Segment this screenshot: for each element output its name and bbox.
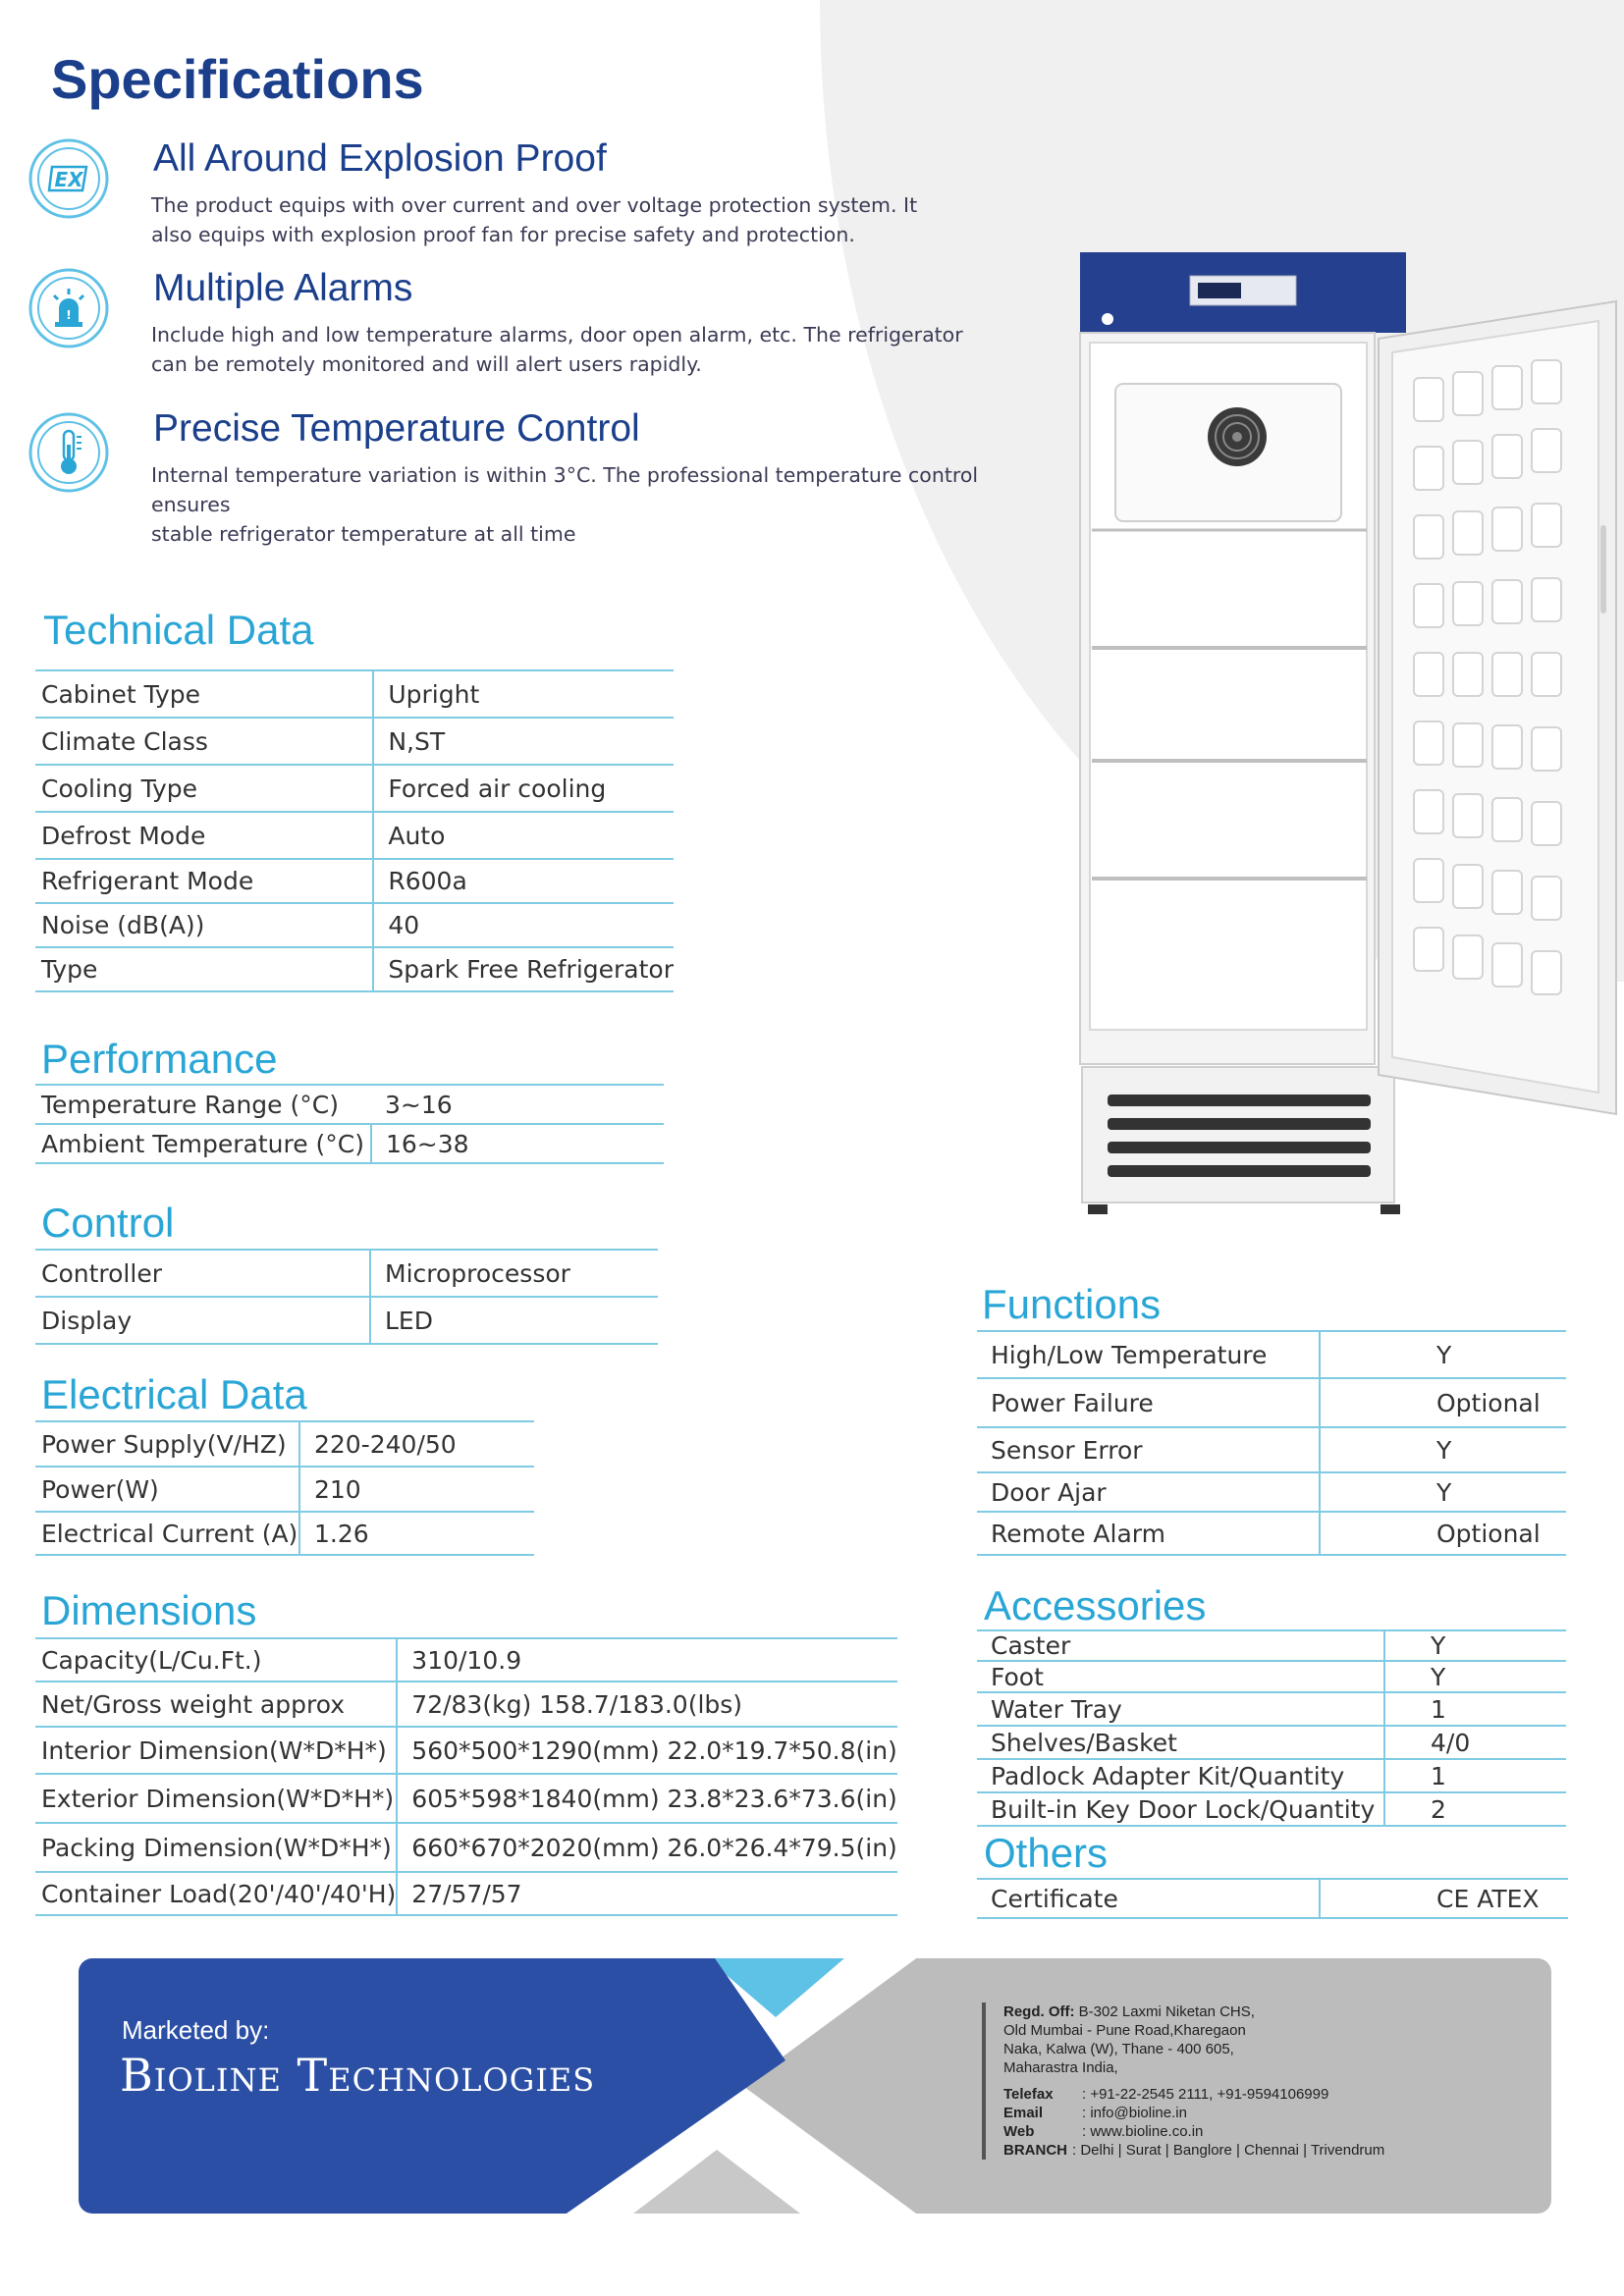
table-row: Power Failure Optional bbox=[977, 1378, 1566, 1427]
feature-heading: Precise Temperature Control bbox=[153, 407, 640, 450]
table-row: Electrical Current (A) 1.26 bbox=[35, 1512, 534, 1555]
technical-data-table bbox=[35, 669, 674, 992]
thermometer-icon bbox=[27, 411, 110, 494]
table-row: Certificate CE ATEX bbox=[977, 1879, 1568, 1918]
feature-alarms bbox=[27, 267, 1029, 376]
control-title: Control bbox=[41, 1200, 175, 1246]
table-row: Temperature Range (°C) 3~16 bbox=[35, 1085, 664, 1124]
contact-address: Regd. Off: B-302 Laxmi Niketan CHS, Old Mumbai - Pune Road,Kharegaon Naka, Kalwa (W), Thane - 400 605, Maharastra India, Telefax : +91-22-2545 2111, +91-9594106999 Email : info@bioline.in Web : www.bioline.co.in BRANCH : Delhi | Surat | Banglore | Chennai | Trivendrum bbox=[982, 2002, 1514, 2160]
functions-title: Functions bbox=[982, 1281, 1162, 1327]
table-row: Built-in Key Door Lock/Quantity 2 bbox=[977, 1792, 1566, 1826]
feature-description: Internal temperature variation is within 3°C. The professional temperature control ensures stable refrigerator temperature at all time bbox=[151, 463, 979, 546]
table-row: Shelves/Basket 4/0 bbox=[977, 1726, 1566, 1759]
performance-title: Performance bbox=[41, 1036, 278, 1082]
feature-description: The product equips with over current and over voltage protection system. It also equips with explosion proof fan for precise safety and protection. bbox=[151, 193, 918, 246]
control-table bbox=[35, 1249, 658, 1345]
table-row: High/Low Temperature Y bbox=[977, 1331, 1566, 1378]
accessories-table bbox=[977, 1629, 1566, 1827]
electrical-data-table bbox=[35, 1420, 534, 1556]
table-row: Type Spark Free Refrigerator bbox=[35, 947, 674, 991]
table-row: Exterior Dimension(W*D*H*) 605*598*1840(mm) 23.8*23.6*73.6(in) bbox=[35, 1774, 897, 1823]
marketed-by-label: Marketed by: bbox=[122, 2015, 270, 2045]
svg-text:!: ! bbox=[66, 308, 72, 322]
table-row: Interior Dimension(W*D*H*) 560*500*1290(mm) 22.0*19.7*50.8(in) bbox=[35, 1727, 897, 1774]
table-row: Caster Y bbox=[977, 1630, 1566, 1661]
table-row: Defrost Mode Auto bbox=[35, 812, 674, 859]
table-row: Power Supply(V/HZ) 220-240/50 bbox=[35, 1421, 534, 1467]
table-row: Ambient Temperature (°C) 16~38 bbox=[35, 1124, 664, 1163]
telefax-value: : +91-22-2545 2111, +91-9594106999 bbox=[1082, 2086, 1329, 2103]
table-row: Sensor Error Y bbox=[977, 1427, 1566, 1472]
refrigerator-illustration bbox=[1068, 250, 1620, 1222]
feature-heading: Multiple Alarms bbox=[153, 267, 413, 309]
table-row: Climate Class N,ST bbox=[35, 718, 674, 765]
table-row: Water Tray 1 bbox=[977, 1692, 1566, 1726]
web-link[interactable]: : www.bioline.co.in bbox=[1082, 2123, 1204, 2140]
others-title: Others bbox=[984, 1830, 1109, 1876]
table-row: Refrigerant Mode R600a bbox=[35, 859, 674, 903]
technical-data-title: Technical Data bbox=[43, 607, 314, 653]
feature-explosion-proof bbox=[27, 137, 1029, 246]
table-row: Remote Alarm Optional bbox=[977, 1512, 1566, 1555]
dimensions-table bbox=[35, 1637, 897, 1916]
accessories-title: Accessories bbox=[984, 1582, 1207, 1629]
table-row: Padlock Adapter Kit/Quantity 1 bbox=[977, 1759, 1566, 1792]
table-row: Controller Microprocessor bbox=[35, 1250, 658, 1297]
electrical-data-title: Electrical Data bbox=[41, 1371, 307, 1417]
table-row: Net/Gross weight approx 72/83(kg) 158.7/183.0(lbs) bbox=[35, 1682, 897, 1727]
footer bbox=[79, 1958, 1551, 2214]
explosion-proof-icon bbox=[27, 137, 110, 220]
table-row: Cooling Type Forced air cooling bbox=[35, 765, 674, 812]
email-link[interactable]: : info@bioline.in bbox=[1082, 2105, 1187, 2121]
performance-table bbox=[35, 1084, 664, 1164]
dimensions-title: Dimensions bbox=[41, 1587, 257, 1633]
table-row: Power(W) 210 bbox=[35, 1467, 534, 1512]
table-row: Packing Dimension(W*D*H*) 660*670*2020(mm) 26.0*26.4*79.5(in) bbox=[35, 1823, 897, 1872]
table-row: Display LED bbox=[35, 1297, 658, 1344]
svg-text:EX: EX bbox=[54, 168, 83, 191]
table-row: Container Load(20'/40'/40'H) 27/57/57 bbox=[35, 1872, 897, 1915]
branch-list: : Delhi | Surat | Banglore | Chennai | Trivendrum bbox=[1072, 2142, 1385, 2159]
feature-temperature-control bbox=[27, 407, 1029, 546]
others-table bbox=[977, 1878, 1568, 1919]
table-row: Door Ajar Y bbox=[977, 1472, 1566, 1512]
table-row: Foot Y bbox=[977, 1661, 1566, 1692]
table-row: Cabinet Type Upright bbox=[35, 670, 674, 718]
page-title: Specifications bbox=[51, 48, 424, 110]
functions-table bbox=[977, 1330, 1566, 1556]
brand-logo-text: Bioline Technologies bbox=[120, 2049, 596, 2102]
alarm-icon bbox=[27, 267, 110, 349]
footer-grey-triangle bbox=[633, 2150, 800, 2214]
table-row: Capacity(L/Cu.Ft.) 310/10.9 bbox=[35, 1638, 897, 1682]
feature-heading: All Around Explosion Proof bbox=[153, 137, 607, 180]
feature-description: Include high and low temperature alarms, door open alarm, etc. The refrigerator can be remotely monitored and will alert users rapidly. bbox=[151, 323, 963, 376]
table-row: Noise (dB(A)) 40 bbox=[35, 903, 674, 947]
